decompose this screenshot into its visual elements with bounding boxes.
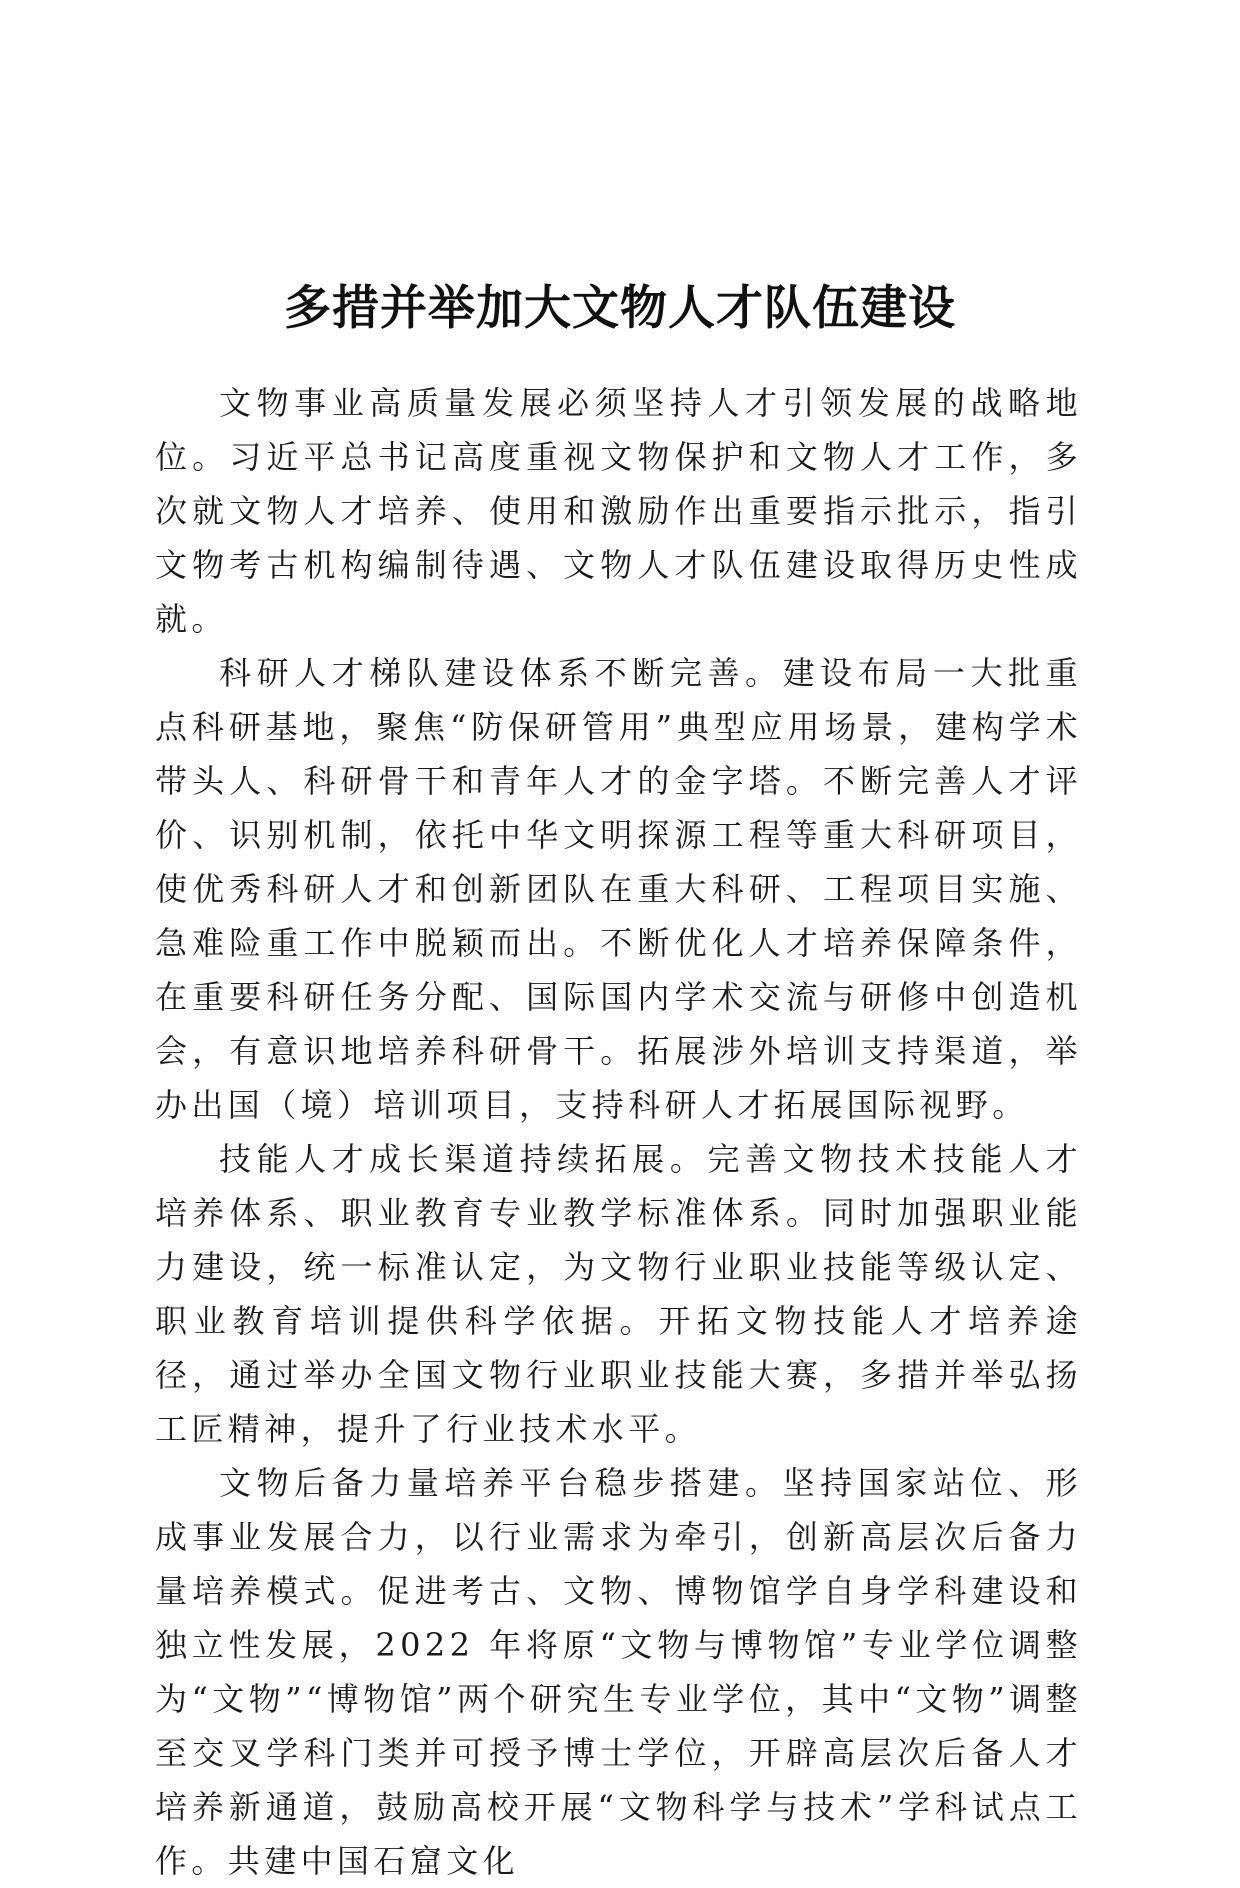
document-body <box>155 376 1082 1888</box>
document-title: 多措并举加大文物人才队伍建设 <box>284 281 956 337</box>
paragraph-reserve-talent: 文物后备力量培养平台稳步搭建。坚持国家站位、形成事业发展合力，以行业需求为牵引，创新高层次后备力量培养模式。促进考古、文物、博物馆学自身学科建设和独立性发展，2022 年将原“文物与博物馆”专业学位调整为“文物”“博物馆”两个研究生专业学位，其中“文物”调整至交叉学科门类并可授予博士学位，开辟高层次后备人才培养新通道，鼓励高校开展“文物科学与技术”学科试点工作。共建中国石窟文化 <box>155 1464 1082 1880</box>
paragraph-research-talent: 科研人才梯队建设体系不断完善。建设布局一大批重点科研基地，聚焦“防保研管用”典型应用场景，建构学术带头人、科研骨干和青年人才的金字塔。不断完善人才评价、识别机制，依托中华文明探源工程等重大科研项目，使优秀科研人才和创新团队在重大科研、工程项目实施、急难险重工作中脱颖而出。不断优化人才培养保障条件，在重要科研任务分配、国际国内学术交流与研修中创造机会，有意识地培养科研骨干。拓展涉外培训支持渠道，举办出国（境）培训项目，支持科研人才拓展国际视野。 <box>155 654 1082 1124</box>
paragraph-skill-talent: 技能人才成长渠道持续拓展。完善文物技术技能人才培养体系、职业教育专业教学标准体系。同时加强职业能力建设，统一标准认定，为文物行业职业技能等级认定、职业教育培训提供科学依据。开拓文物技能人才培养途径，通过举办全国文物行业职业技能大赛，多措并举弘扬工匠精神，提升了行业技术水平。 <box>155 1140 1082 1448</box>
paragraph-intro: 文物事业高质量发展必须坚持人才引领发展的战略地位。习近平总书记高度重视文物保护和文物人才工作，多次就文物人才培养、使用和激励作出重要指示批示，指引文物考古机构编制待遇、文物人才队伍建设取得历史性成就。 <box>155 384 1082 638</box>
